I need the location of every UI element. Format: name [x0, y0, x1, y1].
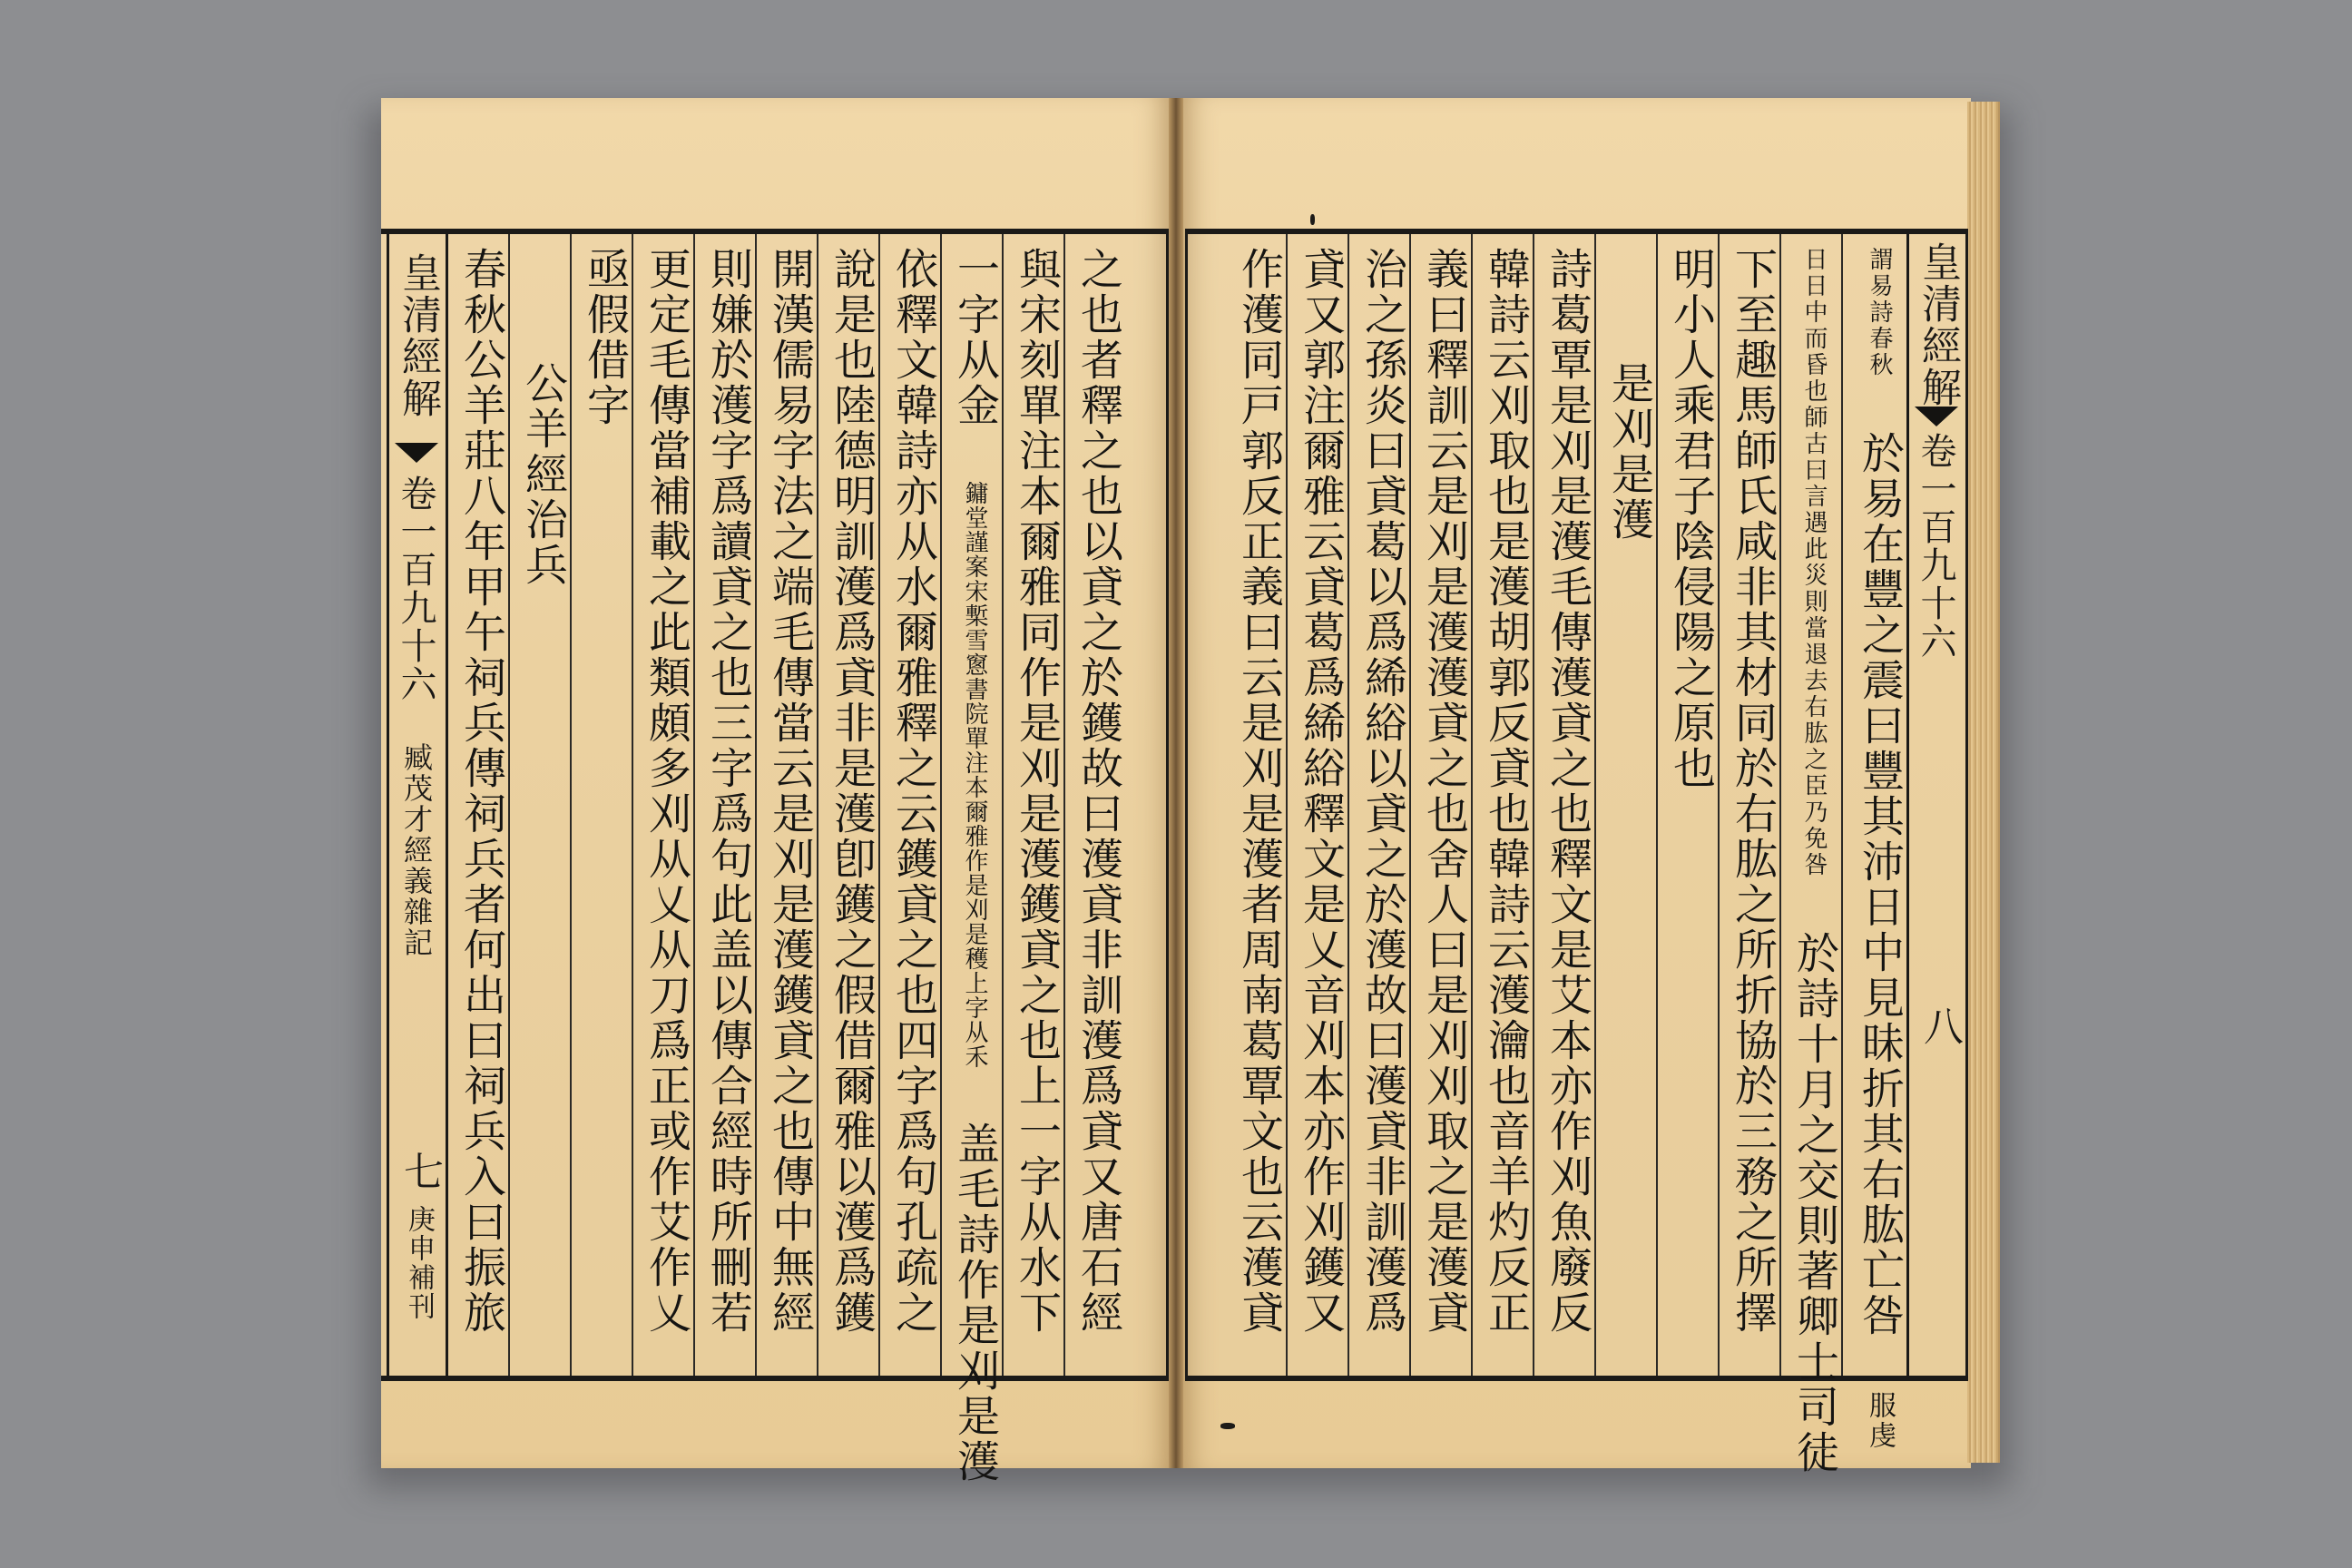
left-margin-page: 七 [397, 1151, 443, 1192]
left-fishtail-mark [395, 443, 438, 463]
left-margin-volume: 卷一百九十六 [395, 475, 436, 703]
left-column-2: 與宋刻單注本爾雅同作是刈是濩鑊貣之也上一字从水下 [1012, 247, 1062, 1336]
left-column-3-main: 一字从金 [950, 247, 1000, 428]
right-column-1-note-b: 春秋 [1866, 326, 1893, 378]
right-column-11: 作濩同戸郭反正義曰云是刈是濩者周南葛覃文也云濩貣 [1234, 247, 1284, 1336]
left-column-7: 則嫌於濩字爲讀貣之也三字爲句此盖以傳合經時所刪若 [703, 247, 753, 1336]
right-column-2-main: 於詩十月之交則著卿士司徒 [1789, 931, 1839, 1475]
right-column-8: 義曰釋訓云是刈是濩濩貣之也舍人曰是刈刈取之是濩貣 [1419, 247, 1469, 1336]
left-column-9: 亟假借字 [580, 247, 630, 428]
right-column-6: 詩葛覃是刈是濩毛傳濩貣之也釋文是艾本亦作刈魚廢反 [1543, 247, 1592, 1336]
right-margin-page: 八 [1916, 1005, 1963, 1047]
right-column-9: 治之孫炎曰貣葛以爲絺綌以貣之於濩故曰濩貣非訓濩爲 [1357, 247, 1407, 1336]
right-column-2 [1785, 234, 1839, 1475]
book-gutter [1169, 98, 1183, 1468]
ink-speck [1220, 1423, 1235, 1429]
left-column-4: 依釋文韓詩亦从水爾雅釋之云鑊貣之也四字爲句孔疏之 [888, 247, 938, 1336]
left-margin-edition: 庚申補刊 [403, 1205, 435, 1321]
left-column-3-note: 鏞堂謹案宋槧雪窻書院單注本爾雅作是刈是穫上字从禾 [961, 481, 988, 1069]
right-fishtail-mark [1915, 407, 1958, 426]
left-column-5: 說是也陸德明訓濩爲貣非是濩卽鑊之假借爾雅以濩爲鑊 [827, 247, 877, 1336]
right-column-2-note-b: 災則當退去右肱之臣乃免咎 [1800, 563, 1828, 878]
left-margin-title: 皇清經解 [395, 252, 441, 419]
left-column-6: 開漢儒易字法之端毛傳當云是刈是濩鑊貣之也傳中無經 [765, 247, 815, 1336]
right-column-4: 明小人乘君子陰侵陽之原也 [1666, 247, 1716, 791]
right-column-1-note-c: 服虔 [1864, 1391, 1896, 1451]
left-column-10-heading: 公羊經治兵 [518, 361, 568, 588]
left-margin-column [387, 234, 448, 1376]
right-column-1-note-a: 謂易詩 [1866, 247, 1893, 326]
right-column-3: 下至趣馬師氏咸非其材同於右肱之所折協於三務之所擇 [1728, 247, 1778, 1336]
right-column-2-note-a: 日日中而昏也師古曰言遇此 [1800, 247, 1828, 563]
right-column-10: 貣又郭注爾雅云貣葛爲絺綌釋文是乂音刈本亦作刈鑊又 [1296, 247, 1346, 1336]
right-column-1 [1847, 234, 1905, 1451]
left-column-11: 春秋公羊莊八年甲午祠兵傳祠兵者何出曰祠兵入曰振旅 [456, 247, 506, 1336]
right-column-1-main: 於易在豐之震曰豐其沛日中見昧折其右肱亡咎 [1855, 431, 1905, 1338]
right-margin-column [1906, 234, 1968, 1376]
right-column-7: 韓詩云刈取也是濩胡郭反貣也韓詩云濩瀹也音羊灼反正 [1481, 247, 1531, 1336]
left-column-3 [946, 234, 1000, 1485]
right-margin-volume: 卷一百九十六 [1915, 432, 1956, 661]
right-text-block [1185, 229, 1968, 1475]
left-column-3-tail: 盖毛詩作是刈是濩 [950, 1122, 1000, 1485]
left-column-8: 更定毛傳當補載之此類頗多刈从乂从刀爲正或作艾作乂 [642, 247, 691, 1336]
left-column-1: 之也者釋之也以貣之於鑊故曰濩貣非訓濩爲貣又唐石經 [1073, 247, 1123, 1336]
page-edges [1967, 102, 2000, 1463]
left-text-block [381, 229, 1169, 1485]
right-column-5-heading: 是刈是濩 [1604, 361, 1654, 543]
right-margin-title: 皇清經解 [1915, 241, 1961, 408]
left-margin-work: 臧茂才經義雜記 [399, 742, 434, 958]
ink-speck [1310, 214, 1315, 225]
